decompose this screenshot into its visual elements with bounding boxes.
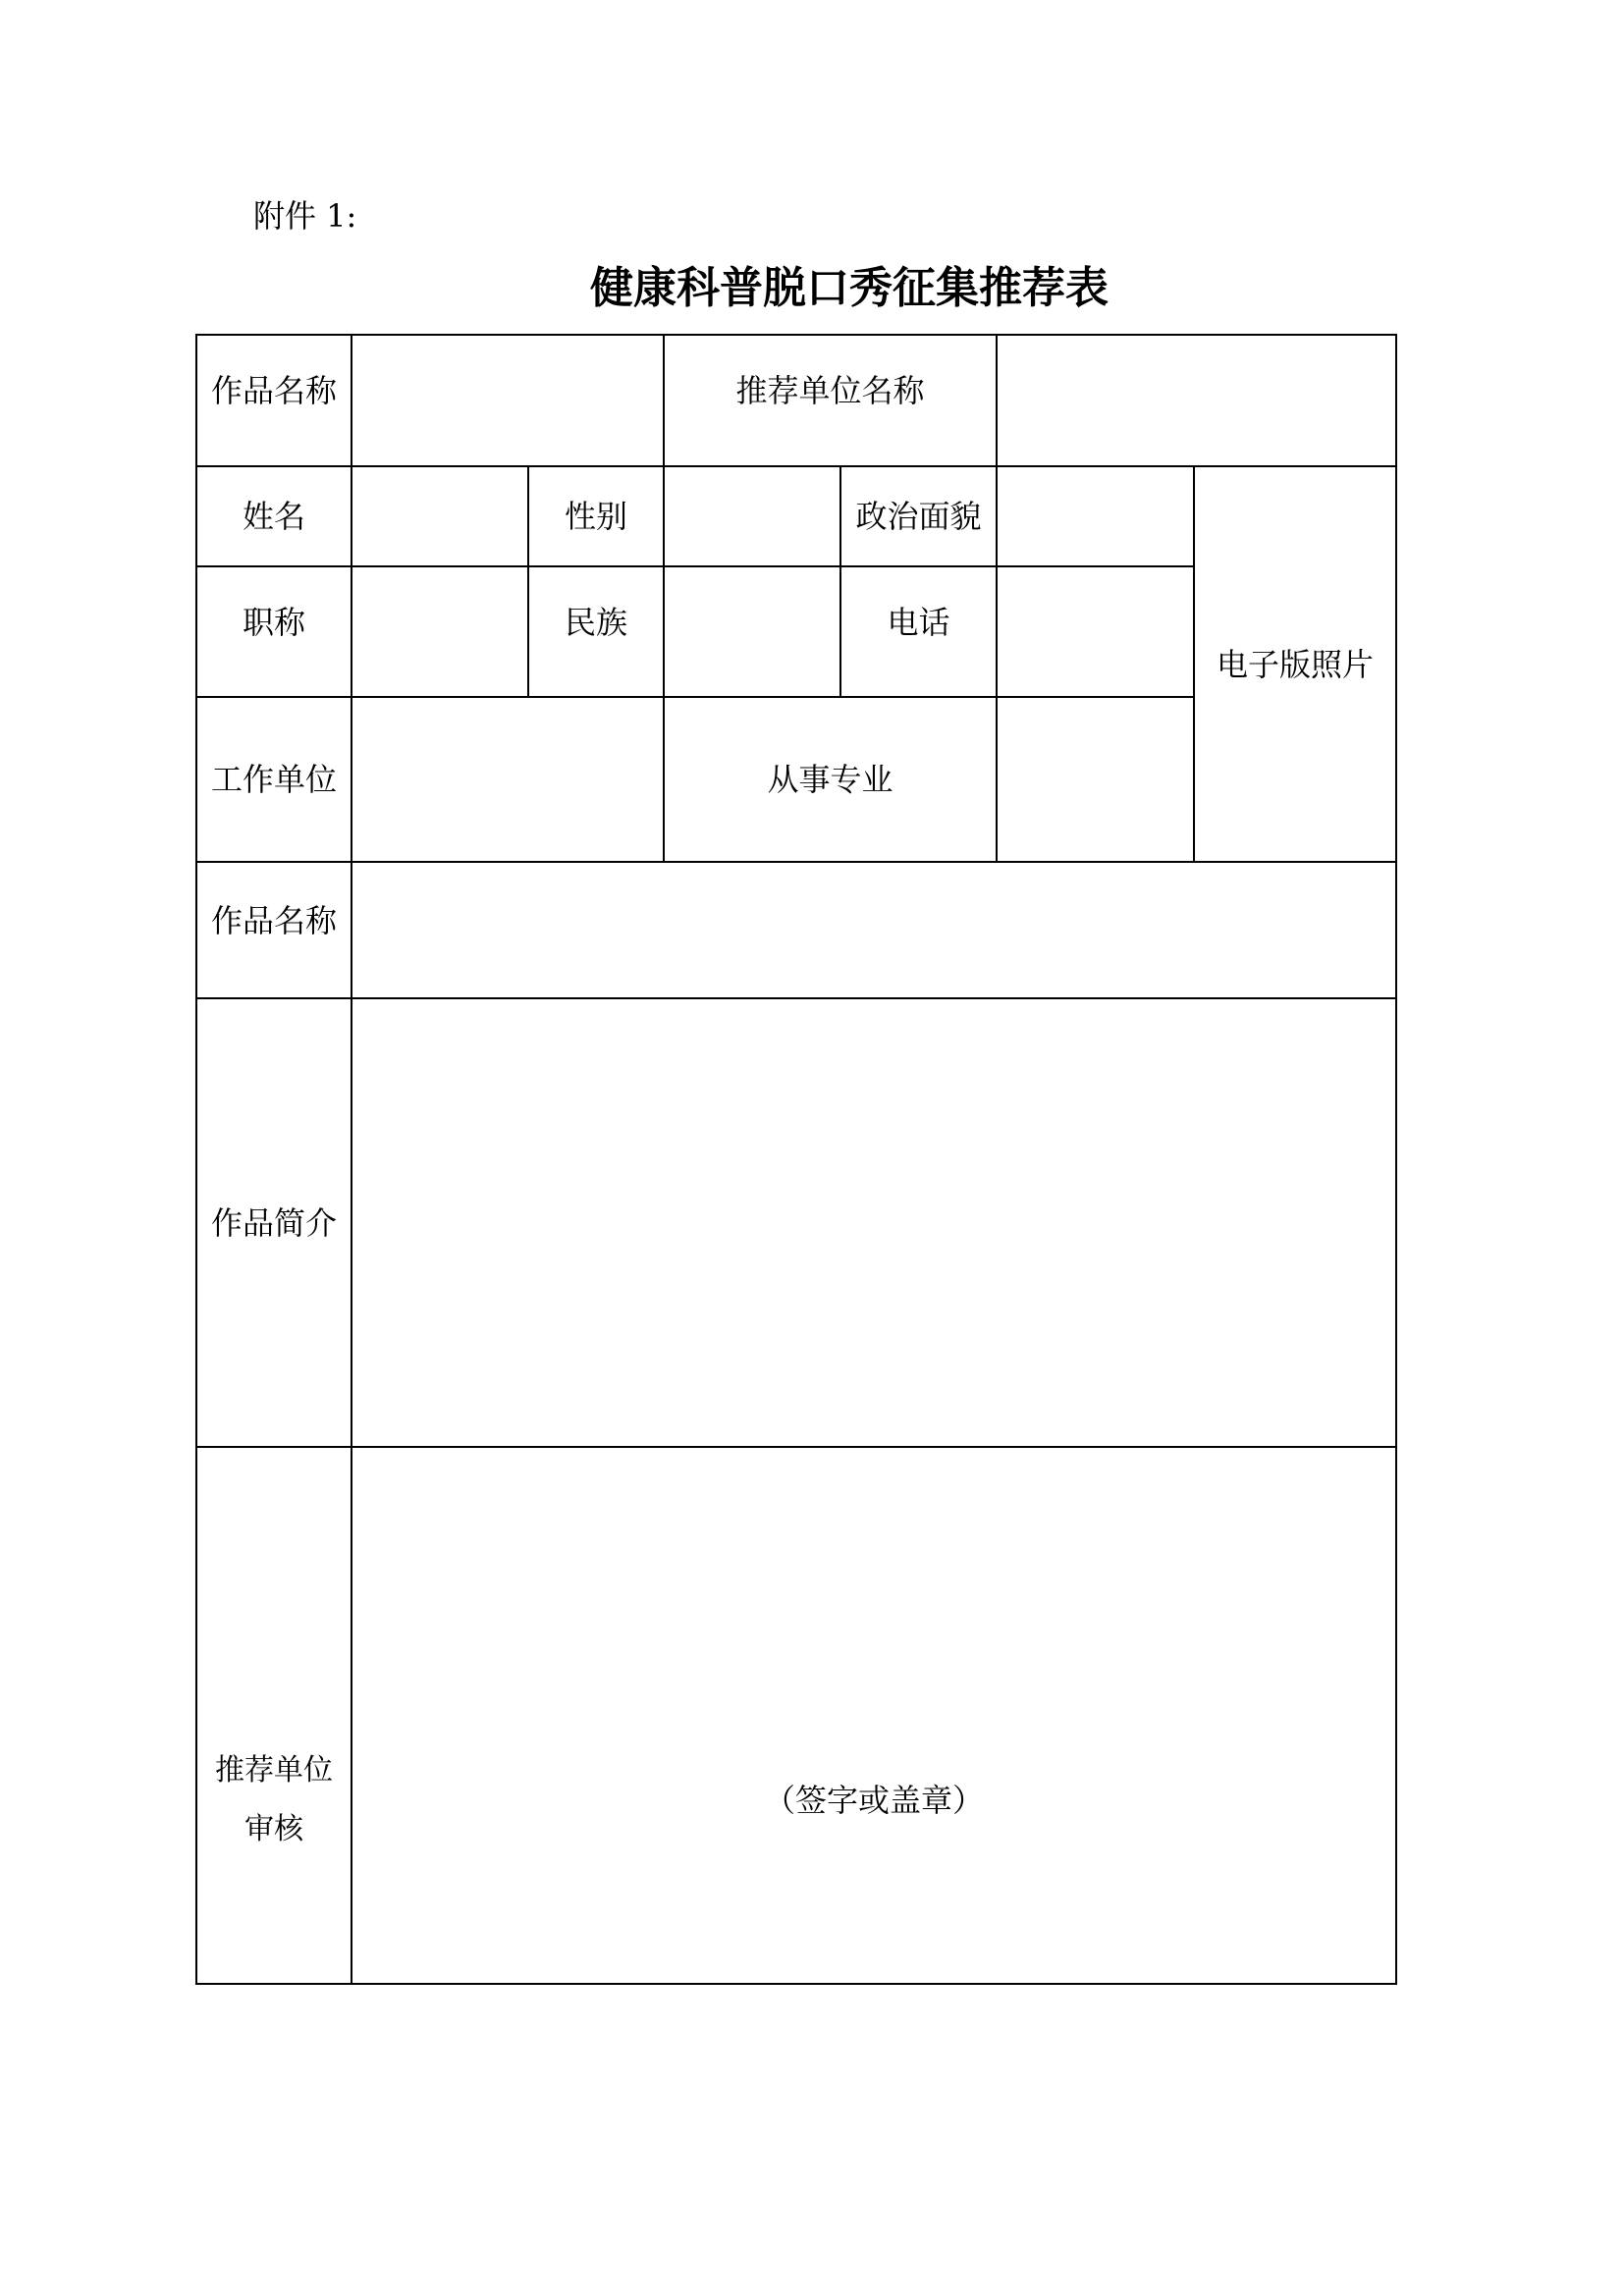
title-field[interactable] [352, 566, 528, 697]
major-field[interactable] [997, 697, 1194, 862]
phone-label: 电话 [840, 566, 997, 697]
political-status-label: 政治面貌 [840, 466, 997, 566]
major-label: 从事专业 [664, 697, 997, 862]
phone-field[interactable] [997, 566, 1194, 697]
work-name-field-2[interactable] [352, 862, 1396, 998]
gender-label: 性别 [528, 466, 664, 566]
title-label: 职称 [196, 566, 352, 697]
work-name-label-2: 作品名称 [196, 862, 352, 998]
workplace-field[interactable] [352, 697, 664, 862]
workplace-label: 工作单位 [196, 697, 352, 862]
ethnicity-label: 民族 [528, 566, 664, 697]
review-label-line2: 审核 [244, 1811, 303, 1846]
ethnicity-field[interactable] [664, 566, 840, 697]
work-intro-field[interactable] [352, 998, 1396, 1447]
recommender-name-field[interactable] [997, 335, 1396, 466]
photo-cell[interactable]: 电子版照片 [1194, 466, 1396, 862]
review-label [196, 1447, 352, 1984]
work-intro-label: 作品简介 [196, 998, 352, 1447]
work-name-field[interactable] [352, 335, 664, 466]
review-label-line1: 推荐单位 [215, 1752, 333, 1788]
work-name-label: 作品名称 [196, 335, 352, 466]
attachment-label: 附件 1: [253, 197, 357, 235]
signature-hint: （签字或盖章） [764, 1781, 985, 1819]
political-status-field[interactable] [997, 466, 1194, 566]
recommendation-form-table [195, 334, 1397, 1985]
gender-field[interactable] [664, 466, 840, 566]
recommender-name-label: 推荐单位名称 [664, 335, 997, 466]
review-field[interactable] [352, 1447, 1396, 1984]
form-title: 健康科普脱口秀征集推荐表 [590, 263, 1109, 313]
name-field[interactable] [352, 466, 528, 566]
name-label: 姓名 [196, 466, 352, 566]
